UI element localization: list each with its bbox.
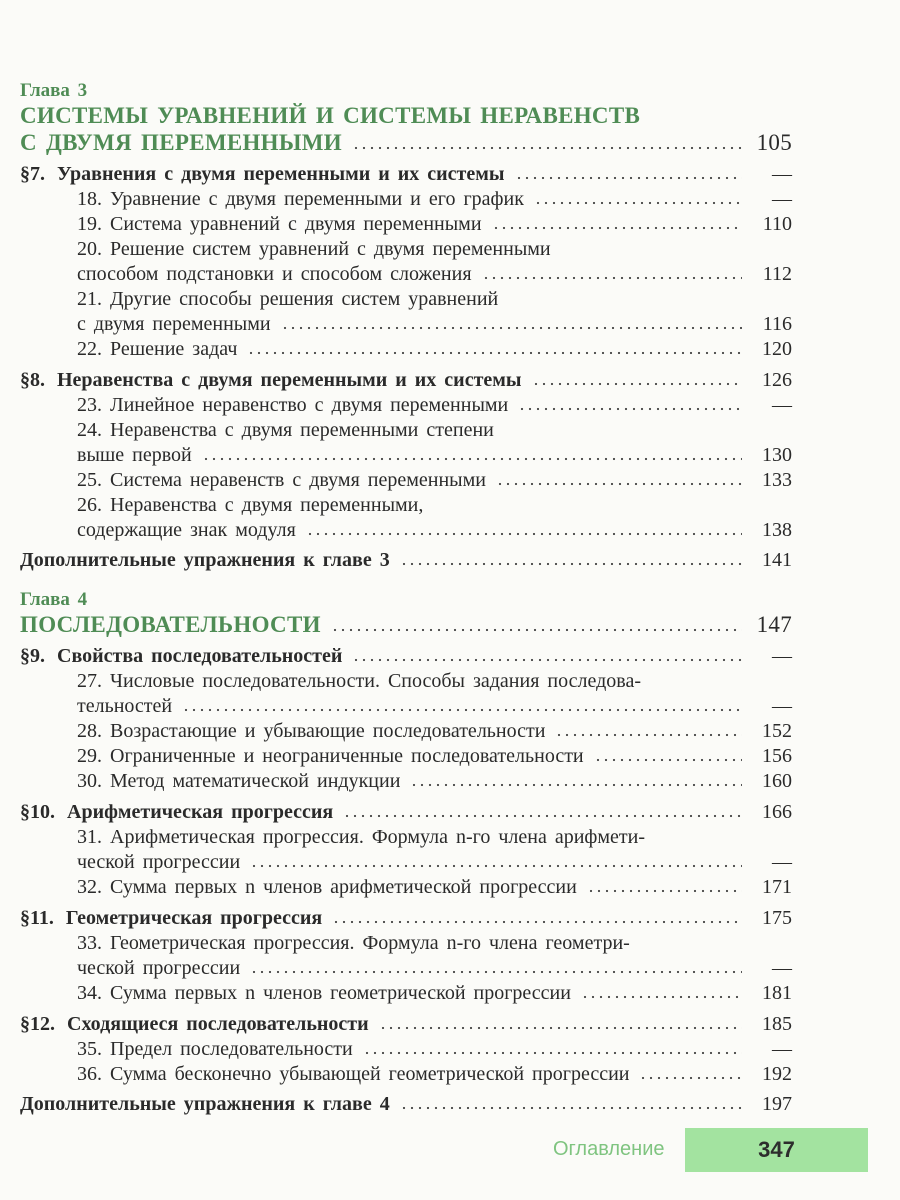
entry-title: 22. Решение задач	[77, 338, 238, 360]
toc-entry-sect	[20, 162, 792, 187]
toc-entry-sect	[20, 800, 792, 825]
dot-leader	[492, 226, 742, 230]
toc-entry-sub	[20, 337, 792, 362]
entry-title: 28. Возрастающие и убывающие последовательности	[77, 720, 546, 742]
page-ref: 166	[762, 801, 792, 823]
entry-title: Геометрическая прогрессия	[65, 907, 323, 929]
entry-title: содержащие знак модуля	[77, 519, 296, 541]
entry-title: Дополнительные упражнения к главе 4	[20, 1093, 390, 1115]
entry-title: выше первой	[77, 444, 192, 466]
toc-entry-head-continuation	[20, 129, 792, 156]
toc-entry-sub	[20, 744, 792, 769]
entry-title: 25. Система неравенств с двумя переменными	[77, 469, 486, 491]
page-ref: 116	[762, 313, 792, 335]
entry-title: тельностей	[77, 695, 173, 717]
toc-entry-extra	[20, 548, 792, 573]
entry-title: С ДВУМЯ ПЕРЕМЕННЫМИ	[20, 130, 342, 155]
toc-entry-sub	[20, 493, 792, 518]
toc-entry-sub	[20, 1062, 792, 1087]
entry-title: Глава 4	[20, 589, 88, 610]
section-number: §8.	[20, 369, 45, 391]
entry-title: 21. Другие способы решения систем уравнений	[77, 288, 499, 310]
toc-entry-sub	[20, 669, 792, 694]
entry-title: СИСТЕМЫ УРАВНЕНИЙ И СИСТЕМЫ НЕРАВЕНСТВ	[20, 103, 641, 128]
dot-leader	[400, 1106, 742, 1110]
entry-title: 27. Числовые последовательности. Способы задания последова-	[77, 670, 641, 692]
entry-title: 29. Ограниченные и неограниченные последовательности	[77, 745, 584, 767]
toc-entry-sub-continuation	[20, 443, 792, 468]
dot-leader	[594, 758, 742, 762]
entry-title: 30. Метод математической индукции	[77, 770, 401, 792]
toc-entry-sub-continuation	[20, 956, 792, 981]
dot-leader	[306, 532, 742, 536]
entry-title: способом подстановки и способом сложения	[77, 263, 472, 285]
entry-title: 23. Линейное неравенство с двумя переменными	[77, 394, 509, 416]
page-ref: 192	[762, 1063, 792, 1085]
dot-leader	[332, 920, 742, 924]
toc-entry-sub	[20, 981, 792, 1006]
entry-title: Арифметическая прогрессия	[67, 801, 334, 823]
dot-leader	[281, 326, 742, 330]
dot-leader	[532, 382, 742, 386]
dot-leader	[247, 351, 742, 355]
page-ref: —	[772, 851, 792, 873]
entry-title: ПОСЛЕДОВАТЕЛЬНОСТИ	[20, 612, 321, 637]
entry-title: Свойства последовательностей	[57, 645, 343, 667]
page-ref: 156	[762, 745, 792, 767]
page-ref: 185	[762, 1013, 792, 1035]
dot-leader	[250, 864, 742, 868]
toc-entry-sub	[20, 237, 792, 262]
page-ref: —	[772, 957, 792, 979]
section-number: §9.	[20, 645, 45, 667]
entry-title: Уравнения с двумя переменными и их системы	[57, 163, 505, 185]
dot-leader	[534, 201, 742, 205]
dot-leader	[482, 276, 742, 280]
page-ref: 120	[762, 338, 792, 360]
toc-entry-sub	[20, 931, 792, 956]
page-ref: —	[772, 188, 792, 210]
toc-entry-sub-continuation	[20, 262, 792, 287]
page-ref: 181	[762, 982, 792, 1004]
page-ref: —	[772, 1038, 792, 1060]
entry-title: 26. Неравенства с двумя переменными,	[77, 494, 424, 516]
toc-entry-head	[20, 611, 792, 638]
dot-leader	[400, 562, 742, 566]
page-number-box	[685, 1128, 868, 1172]
toc-entry-sub-continuation	[20, 694, 792, 719]
toc-entry-chap	[20, 589, 792, 611]
entry-title: 32. Сумма первых n членов арифметической прогрессии	[77, 876, 577, 898]
dot-leader	[250, 970, 742, 974]
dot-leader	[555, 733, 742, 737]
page-ref: —	[772, 394, 792, 416]
toc-entry-sub	[20, 418, 792, 443]
toc-entry-sub	[20, 875, 792, 900]
toc-entry-sub-continuation	[20, 850, 792, 875]
dot-leader	[515, 176, 743, 180]
dot-leader	[639, 1076, 742, 1080]
toc-entry-sect	[20, 1012, 792, 1037]
dot-leader	[410, 783, 742, 787]
toc-entry-sub-continuation	[20, 312, 792, 337]
toc-entry-sub	[20, 468, 792, 493]
entry-title: Неравенства с двумя переменными и их системы	[57, 369, 522, 391]
dot-leader	[202, 457, 742, 461]
entry-title: 24. Неравенства с двумя переменными степени	[77, 419, 494, 441]
toc-entry-sub	[20, 719, 792, 744]
toc-entry-sub	[20, 393, 792, 418]
entry-title: 20. Решение систем уравнений с двумя переменными	[77, 238, 551, 260]
page-ref: —	[772, 163, 792, 185]
page-ref: 105	[756, 130, 792, 155]
page-ref: —	[772, 695, 792, 717]
entry-title: 36. Сумма бесконечно убывающей геометрической прогрессии	[77, 1063, 630, 1085]
section-number: §10.	[20, 801, 55, 823]
entry-title: Глава 3	[20, 80, 88, 101]
table-of-contents	[20, 80, 792, 1117]
page-ref: 141	[762, 549, 792, 571]
entry-title: Сходящиеся последовательности	[67, 1013, 369, 1035]
entry-title: 35. Предел последовательности	[77, 1038, 353, 1060]
section-number: §7.	[20, 163, 45, 185]
dot-leader	[331, 628, 742, 632]
dot-leader	[518, 407, 742, 411]
toc-entry-sub	[20, 825, 792, 850]
toc-entry-head	[20, 102, 792, 129]
page-ref: 160	[762, 770, 792, 792]
dot-leader	[182, 708, 742, 712]
page-number: 347	[758, 1137, 795, 1162]
entry-title: ческой прогрессии	[77, 957, 241, 979]
toc-entry-sect	[20, 644, 792, 669]
toc-entry-sect	[20, 368, 792, 393]
entry-title: ческой прогрессии	[77, 851, 241, 873]
page-ref: 126	[762, 369, 792, 391]
page-ref: 133	[762, 469, 792, 491]
page-ref: 138	[762, 519, 792, 541]
section-number: §11.	[20, 907, 54, 929]
toc-entry-sub-continuation	[20, 518, 792, 543]
dot-leader	[363, 1051, 742, 1055]
page-ref: 197	[762, 1093, 792, 1115]
dot-leader	[352, 658, 742, 662]
page-ref: 175	[762, 907, 792, 929]
toc-entry-sub	[20, 187, 792, 212]
toc-entry-sub	[20, 287, 792, 312]
running-footer-label: Оглавление	[553, 1138, 665, 1160]
dot-leader	[379, 1026, 742, 1030]
page-ref: 130	[762, 444, 792, 466]
toc-entry-chap	[20, 80, 792, 102]
toc-entry-sub	[20, 769, 792, 794]
page-ref: 147	[756, 612, 792, 637]
toc-entry-sub	[20, 1037, 792, 1062]
dot-leader	[352, 146, 742, 150]
dot-leader	[343, 814, 742, 818]
page-ref: 152	[762, 720, 792, 742]
toc-entry-sub	[20, 212, 792, 237]
toc-entry-sect	[20, 906, 792, 931]
entry-title: Дополнительные упражнения к главе 3	[20, 549, 390, 571]
page-ref: —	[772, 645, 792, 667]
entry-title: 31. Арифметическая прогрессия. Формула n-го члена арифмети-	[77, 826, 645, 848]
entry-title: 34. Сумма первых n членов геометрической прогрессии	[77, 982, 571, 1004]
dot-leader	[587, 889, 742, 893]
page-ref: 171	[762, 876, 792, 898]
page-ref: 110	[762, 213, 792, 235]
dot-leader	[496, 482, 742, 486]
toc-entry-extra	[20, 1092, 792, 1117]
page-ref: 112	[762, 263, 792, 285]
entry-title: с двумя переменными	[77, 313, 271, 335]
dot-leader	[581, 995, 742, 999]
entry-title: 19. Система уравнений с двумя переменными	[77, 213, 482, 235]
section-number: §12.	[20, 1013, 55, 1035]
entry-title: 33. Геометрическая прогрессия. Формула n-го члена геометри-	[77, 932, 630, 954]
entry-title: 18. Уравнение с двумя переменными и его график	[77, 188, 524, 210]
